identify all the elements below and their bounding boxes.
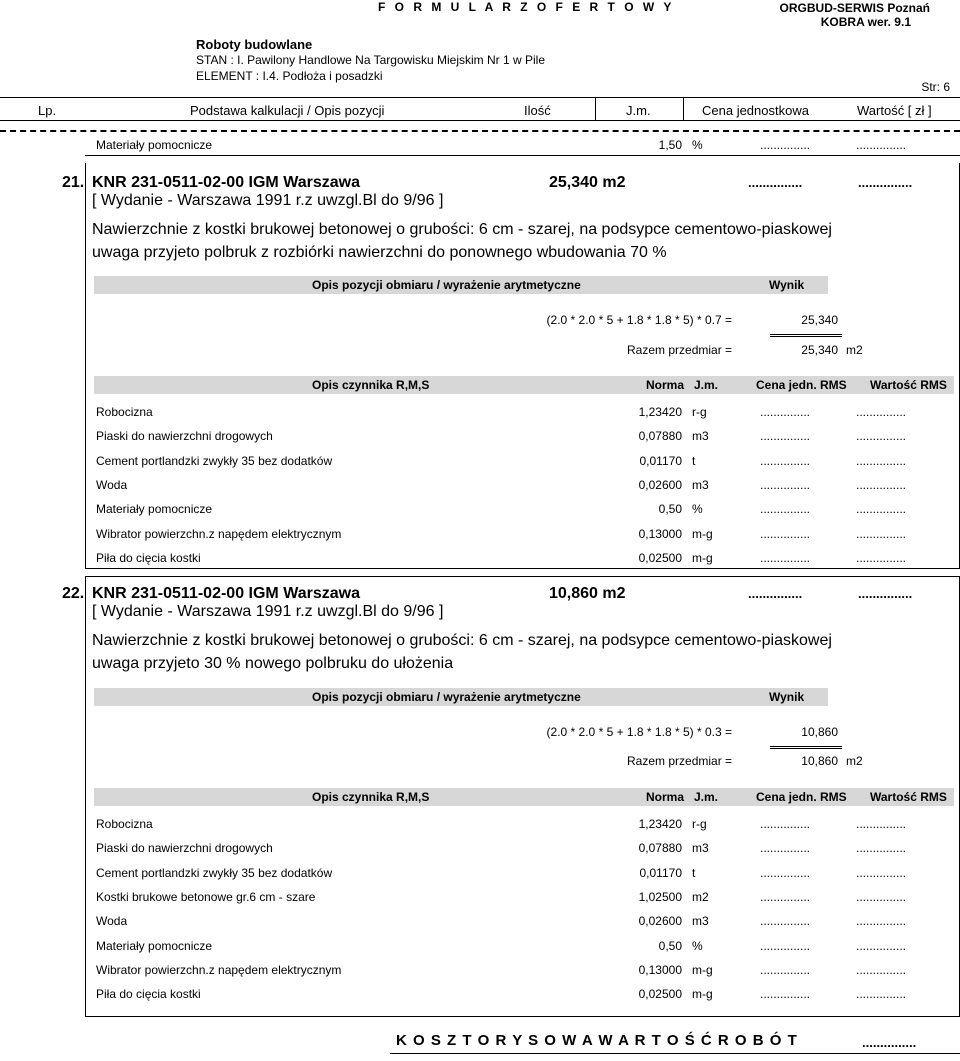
measurement-expression: (2.0 * 2.0 * 5 + 1.8 * 1.8 * 5) * 0.3 = — [546, 725, 732, 739]
dashed-separator — [0, 130, 960, 132]
material-value: ............... — [856, 138, 907, 152]
factor-norm: 0,07880 — [638, 841, 682, 856]
column-value: Wartość [ zł ] — [857, 103, 932, 118]
item-value: ............... — [858, 175, 913, 190]
measurement-header: Opis pozycji obmiaru / wyrażenie arytmetyczne — [312, 278, 581, 292]
factor-value: ............... — [856, 453, 907, 468]
factor-value: ............... — [856, 914, 907, 929]
factor-norm: 1,23420 — [638, 405, 682, 419]
factor-name: Wibrator powierzchn.z napędem elektrycznym — [96, 962, 342, 977]
unit-header: J.m. — [694, 378, 719, 392]
factor-name: Wibrator powierzchn.z napędem elektrycznym — [96, 526, 342, 541]
factor-unit: t — [692, 453, 696, 468]
factor-price: ............... — [760, 405, 811, 419]
total-underline — [390, 1053, 960, 1054]
factor-header: Opis czynnika R,M,S — [312, 790, 430, 804]
factor-price: ............... — [760, 841, 811, 856]
company-name: ORGBUD-SERWIS Poznań — [779, 1, 930, 15]
factor-name: Materiały pomocnicze — [96, 502, 213, 517]
item-number: 21. — [62, 174, 85, 191]
measurement-header: Opis pozycji obmiaru / wyrażenie arytmetyczne — [312, 690, 581, 704]
column-divider — [683, 97, 684, 120]
factor-header-bar — [94, 788, 954, 806]
factor-value: ............... — [856, 889, 907, 904]
item-quantity: 10,860 m2 — [549, 585, 626, 602]
item-description: Nawierzchnie z kostki brukowej betonowej o grubości: 6 cm - szarej, na podsypce cementowo-piaskowej — [92, 632, 832, 649]
razem-unit: m2 — [846, 754, 863, 768]
column-header-top-line — [0, 97, 960, 98]
factor-header: Opis czynnika R,M,S — [312, 378, 430, 392]
factor-unit: m-g — [692, 526, 713, 541]
material-name: Materiały pomocnicze — [96, 138, 213, 152]
total-label: K O S Z T O R Y S O W A W A R T O Ś Ć R O B Ó T — [396, 1032, 798, 1049]
row-separator-line — [85, 155, 960, 156]
factor-price: ............... — [760, 938, 811, 953]
factor-value: ............... — [856, 405, 907, 419]
factor-norm: 0,02600 — [638, 914, 682, 929]
factor-price: ............... — [760, 817, 811, 831]
factor-value: ............... — [856, 526, 907, 541]
factor-price: ............... — [760, 865, 811, 880]
item-top-line — [85, 576, 960, 577]
factor-name: Piaski do nawierzchni drogowych — [96, 429, 273, 444]
factor-price: ............... — [760, 429, 811, 444]
razem-label: Razem przedmiar = — [627, 754, 733, 768]
factor-value: ............... — [856, 938, 907, 953]
unit-header: J.m. — [694, 790, 719, 804]
razem-value: 25,340 — [801, 343, 838, 357]
factor-price: ............... — [760, 526, 811, 541]
item-left-border — [85, 163, 86, 568]
factor-norm: 0,02500 — [638, 550, 682, 565]
razem-unit: m2 — [846, 343, 863, 357]
factor-norm: 0,50 — [658, 938, 682, 953]
column-lp: Lp. — [38, 103, 57, 118]
factor-unit: m3 — [692, 429, 709, 444]
factor-value: ............... — [856, 987, 907, 1002]
factor-unit: m2 — [692, 889, 709, 904]
measurement-header-bar — [94, 276, 828, 294]
value-header: Wartość RMS — [870, 378, 947, 392]
column-qty: Ilość — [524, 103, 551, 118]
item-note: uwaga przyjeto 30 % nowego polbruku do ułożenia — [92, 655, 454, 672]
item-note: uwaga przyjeto polbruk z rozbiórki nawierzchni do ponownego wbudowania 70 % — [92, 244, 667, 261]
factor-unit: m3 — [692, 477, 709, 492]
column-divider — [595, 97, 596, 120]
factor-name: Woda — [96, 477, 128, 492]
item-bottom-line — [85, 568, 960, 569]
material-unit: % — [692, 138, 703, 152]
factor-price: ............... — [760, 453, 811, 468]
factor-unit: m-g — [692, 962, 713, 977]
factor-price: ............... — [760, 987, 811, 1002]
measurement-result: 25,340 — [801, 313, 838, 327]
factor-unit: m3 — [692, 841, 709, 856]
factor-norm: 0,01170 — [639, 865, 682, 880]
item-description: Nawierzchnie z kostki brukowej betonowej o grubości: 6 cm - szarej, na podsypce cementowo-piaskowej — [92, 221, 832, 238]
factor-unit: % — [692, 938, 703, 953]
item-price: ............... — [748, 175, 803, 190]
factor-price: ............... — [760, 889, 811, 904]
factor-value: ............... — [856, 962, 907, 977]
factor-price: ............... — [760, 502, 811, 517]
item-quantity: 25,340 m2 — [549, 174, 626, 191]
factor-name: Cement portlandzki zwykły 35 bez dodatków — [96, 865, 333, 880]
software-version: KOBRA wer. 9.1 — [820, 15, 911, 29]
factor-norm: 0,02600 — [638, 477, 682, 492]
factor-norm: 0,02500 — [638, 987, 682, 1002]
factor-name: Piła do cięcia kostki — [96, 987, 201, 1002]
item-bottom-line — [85, 1016, 960, 1017]
element-line: ELEMENT : I.4. Podłoża i posadzki — [196, 69, 383, 83]
factor-value: ............... — [856, 550, 907, 565]
factor-value: ............... — [856, 477, 907, 492]
factor-name: Woda — [96, 914, 128, 929]
factor-unit: % — [692, 502, 703, 517]
factor-unit: t — [692, 865, 696, 880]
factor-header-bar — [94, 376, 954, 394]
norm-header: Norma — [646, 378, 685, 392]
factor-norm: 1,02500 — [638, 889, 682, 904]
total-value: ............... — [862, 1035, 917, 1050]
project-name: Roboty budowlane — [196, 37, 313, 52]
material-price: ............... — [760, 138, 811, 152]
factor-unit: r-g — [692, 817, 707, 831]
item-number: 22. — [62, 585, 85, 602]
measurement-expression: (2.0 * 2.0 * 5 + 1.8 * 1.8 * 5) * 0.7 = — [546, 313, 732, 327]
factor-price: ............... — [760, 914, 811, 929]
item-price: ............... — [748, 586, 803, 601]
price-header: Cena jedn. RMS — [756, 378, 847, 392]
column-unit-price: Cena jednostkowa — [702, 103, 809, 118]
measurement-result: 10,860 — [801, 725, 838, 739]
item-edition: [ Wydanie - Warszawa 1991 r.z uwzgl.Bl do 9/96 ] — [92, 603, 444, 620]
factor-name: Materiały pomocnicze — [96, 938, 213, 953]
item-code: KNR 231-0511-02-00 IGM Warszawa — [92, 585, 360, 602]
factor-value: ............... — [856, 841, 907, 856]
item-value: ............... — [858, 586, 913, 601]
factor-norm: 0,13000 — [638, 962, 682, 977]
result-header: Wynik — [769, 690, 805, 704]
factor-norm: 0,13000 — [638, 526, 682, 541]
item-code: KNR 231-0511-02-00 IGM Warszawa — [92, 174, 360, 191]
factor-price: ............... — [760, 962, 811, 977]
measurement-header-bar — [94, 688, 828, 706]
factor-value: ............... — [856, 502, 907, 517]
factor-value: ............... — [856, 865, 907, 880]
razem-label: Razem przedmiar = — [627, 343, 733, 357]
column-basis: Podstawa kalkulacji / Opis pozycji — [190, 103, 385, 118]
factor-name: Cement portlandzki zwykły 35 bez dodatków — [96, 453, 333, 468]
factor-norm: 0,50 — [658, 502, 682, 517]
factor-price: ............... — [760, 477, 811, 492]
stan-line: STAN : I. Pawilony Handlowe Na Targowisku Miejskim Nr 1 w Pile — [196, 53, 546, 67]
factor-norm: 0,01170 — [639, 453, 682, 468]
form-title: F O R M U L A R Z O F E R T O W Y — [378, 0, 675, 14]
result-header: Wynik — [769, 278, 805, 292]
factor-unit: m3 — [692, 914, 709, 929]
item-left-border — [85, 576, 86, 1016]
factor-unit: m-g — [692, 987, 713, 1002]
razem-value: 10,860 — [801, 754, 838, 768]
factor-value: ............... — [856, 429, 907, 444]
item-edition: [ Wydanie - Warszawa 1991 r.z uwzgl.Bl do 9/96 ] — [92, 192, 444, 209]
factor-norm: 1,23420 — [638, 817, 682, 831]
factor-name: Piła do cięcia kostki — [96, 550, 201, 565]
factor-name: Piaski do nawierzchni drogowych — [96, 841, 273, 856]
result-double-underline — [770, 746, 842, 749]
result-double-underline — [770, 334, 842, 337]
norm-header: Norma — [646, 790, 685, 804]
factor-value: ............... — [856, 817, 907, 831]
value-header: Wartość RMS — [870, 790, 947, 804]
column-header-bottom-line — [0, 120, 960, 121]
factor-name: Kostki brukowe betonowe gr.6 cm - szare — [96, 889, 316, 904]
factor-name: Robocizna — [96, 405, 153, 419]
price-header: Cena jedn. RMS — [756, 790, 847, 804]
factor-unit: r-g — [692, 405, 707, 419]
page-number: Str: 6 — [921, 80, 950, 94]
factor-norm: 0,07880 — [638, 429, 682, 444]
column-unit: J.m. — [626, 103, 651, 118]
factor-price: ............... — [760, 550, 811, 565]
material-norm: 1,50 — [658, 138, 682, 152]
factor-unit: m-g — [692, 550, 713, 565]
factor-name: Robocizna — [96, 817, 153, 831]
